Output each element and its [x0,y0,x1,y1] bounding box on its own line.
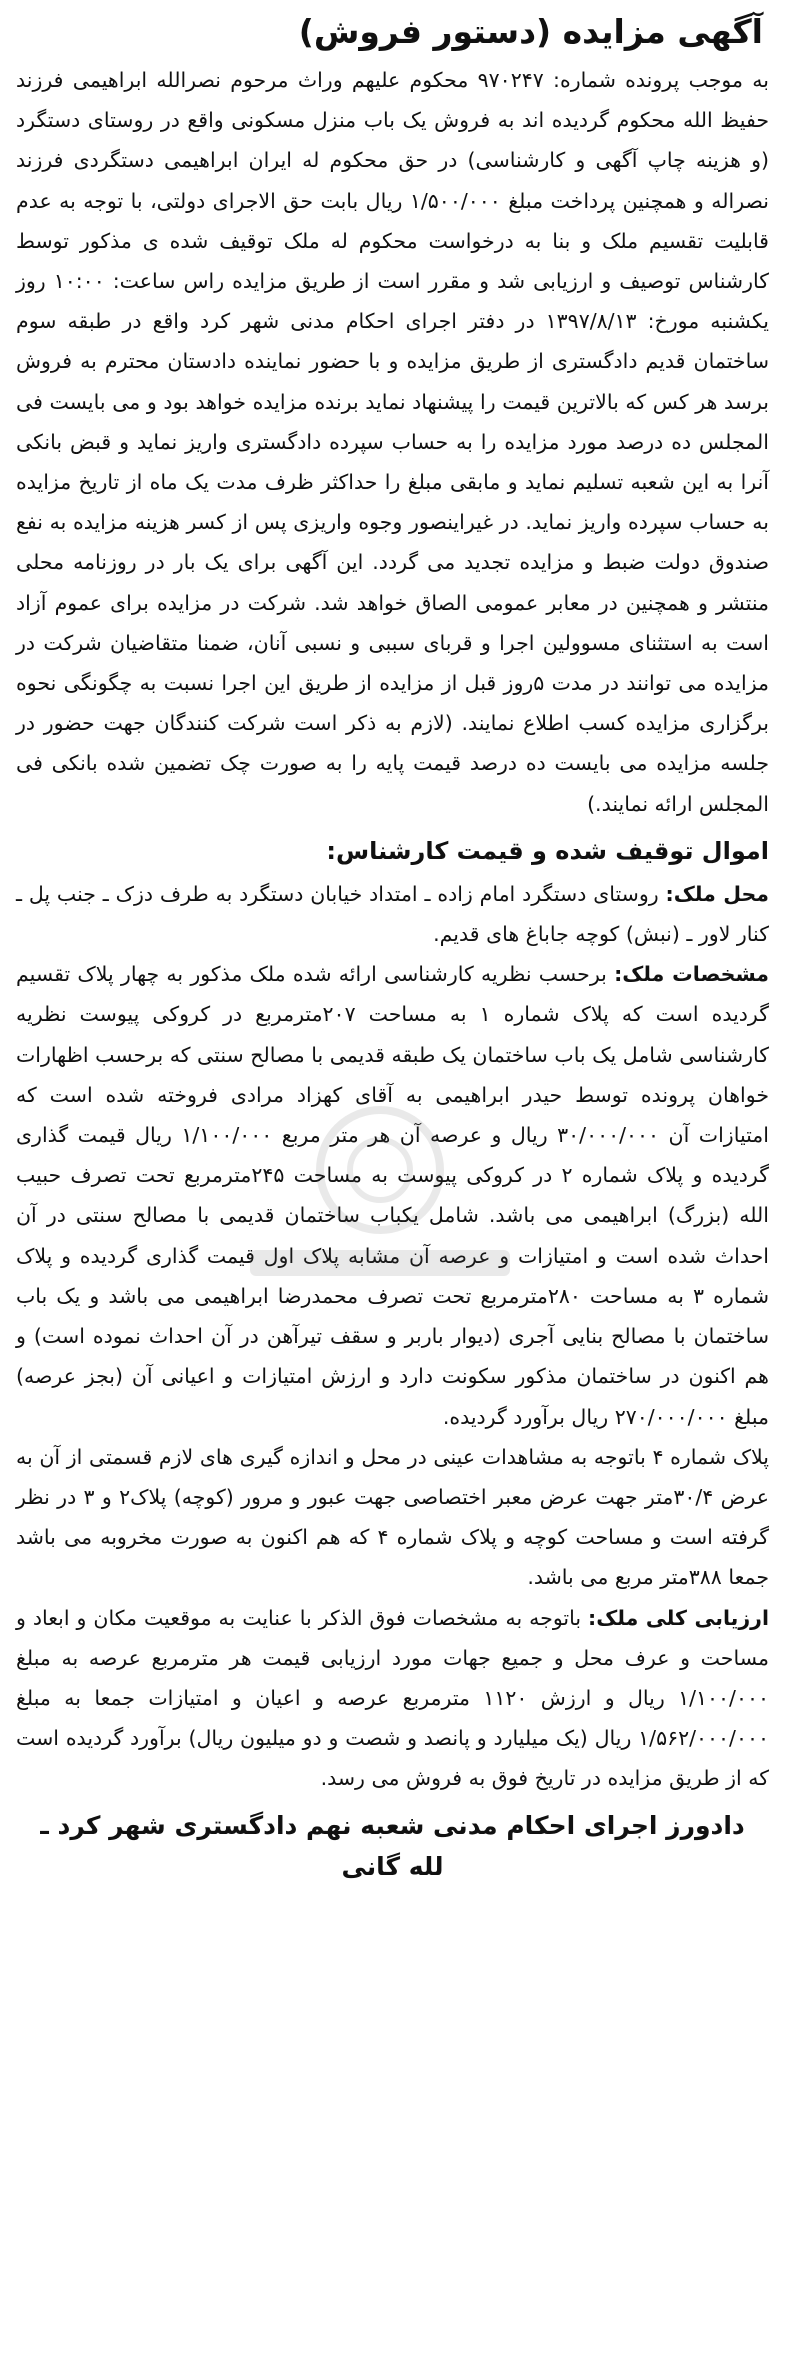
appraisal-text: باتوجه به مشخصات فوق الذکر با عنایت به موقعیت مکان و ابعاد و مساحت و عرف محل و جمیع جهات مورد ارزیابی قیمت هر مترمربع عرصه به مبلغ ۱/۱۰۰/۰۰۰ ریال و ارزش ۱۱۲۰ مترمربع عرصه و اعیان و امتیازات جمعا به مبلغ ۱/۵۶۲/۰۰۰/۰۰۰ ریال (یک میلیارد و پانصد و شصت و دو میلیون ریال) برآورد گردیده است که از طریق مزایده در تاریخ فوق به فروش می رسد. [16,1605,769,1791]
signature-line-1: دادورز اجرای احکام مدنی شعبه نهم دادگستری شهر کرد ـ [40,1810,745,1840]
specs-lead: مشخصات ملک: [614,962,769,987]
specs-text: برحسب نظریه کارشناسی ارائه شده ملک مذکور به چهار پلاک تقسیم گردیده است که پلاک شماره ۱ به مساحت ۲۰۷مترمربع در کروکی پیوست نظریه کارشناسی شامل یک باب ساختمان یک طبقه قدیمی با مصالح سنتی که برحسب اظهارات خواهان پرونده توسط حیدر ابراهیمی به آقای کهزاد مرادی فروخته شده است که امتیازات آن ۳۰/۰۰۰/۰۰۰ ریال و عرصه آن هر متر مربع ۱/۱۰۰/۰۰۰ ریال قیمت گذاری گردیده و پلاک شماره ۲ در کروکی پیوست به مساحت ۲۴۵مترمربع تحت تصرف حبیب الله (بزرگ) ابراهیمی می باشد. شامل یکباب ساختمان قدیمی با مصالح سنتی در آن احداث شده است و امتیازات و عرصه آن مشابه پلاک اول قیمت گذاری گردیده و پلاک شماره ۳ به مساحت ۲۸۰مترمربع تحت تصرف محمدرضا ابراهیمی می باشد و یک باب ساختمان با مصالح بنایی آجری (دیوار باربر و سقف تیرآهن در آن احداث نموده است) و هم اکنون در ساختمان مذکور سکونت دارد و ارزش امتیازات و اعیانی آن (بجز عرصه) مبلغ ۲۷۰/۰۰۰/۰۰۰ ریال برآورد گردیده. [16,962,769,1429]
appraisal-lead: ارزیابی کلی ملک: [588,1605,769,1630]
location-lead: محل ملک: [665,881,769,906]
notice-title: آگهی مزایده (دستور فروش) [298,12,763,51]
appraisal-paragraph [16,1598,769,1799]
section-heading: اموال توقیف شده و قیمت کارشناس: [326,836,769,865]
location-paragraph [16,874,769,954]
location-text: روستای دستگرد امام زاده ـ امتداد خیابان دستگرد به طرف دزک ـ جنب پل ـ کنار لاور ـ (نبش) کوچه جاباغ های قدیم. [16,881,769,947]
signature-line-2: لله گانی [341,1851,444,1881]
plot4-paragraph: پلاک شماره ۴ باتوجه به مشاهدات عینی در محل و اندازه گیری های لازم قسمتی از آن به عرض ۳۰/۴متر جهت عرض معبر اختصاصی جهت عبور و مرور (کوچه) پلاک۲ و ۳ در نظر گرفته است و مساحت کوچه و پلاک شماره ۴ که هم اکنون به صورت مخروبه می باشد جمعا ۳۸۸متر مربع می باشد. [16,1444,769,1590]
notice-body-paragraph: به موجب پرونده شماره: ۹۷۰۲۴۷ محکوم علیهم وراث مرحوم نصرالله ابراهیمی فرزند حفیظ الله محکوم گردیده اند به فروش یک باب منزل مسکونی واقع در روستای دستگرد (و هزینه چاپ آگهی و کارشناسی) در حق محکوم له ایران ابراهیمی دستگردی فرزند نصراله و همچنین پرداخت مبلغ ۱/۵۰۰/۰۰۰ ریال بابت حق الاجرای دولتی، با توجه به عدم قابلیت تقسیم ملک و بنا به درخواست محکوم له ملک توقیف شده ی مذکور توسط کارشناس توصیف و ارزیابی شد و مقرر است از طریق مزایده راس ساعت: ۱۰:۰۰ روز یکشنبه مورخ: ۱۳۹۷/۸/۱۳ در دفتر اجرای احکام مدنی شهر کرد واقع در طبقه سوم ساختمان قدیم دادگستری از طریق مزایده و با حضور نماینده دادستان محترم به فروش برسد هر کس که بالاترین قیمت را پیشنهاد نماید برنده مزایده خواهد بود و می بایست فی المجلس ده درصد مورد مزایده را به حساب سپرده دادگستری واریز نماید و قبض بانکی آنرا به این شعبه تسلیم نماید و مابقی مبلغ را حداکثر ظرف مدت یک ماه از تاریخ مزایده به حساب سپرده واریز نماید. در غیراینصور وجوه واریزی پس از کسر هزینه مزایده به نفع صندوق دولت ضبط و مزایده تجدید می گردد. این آگهی برای یک بار در روزنامه محلی منتشر و همچنین در معابر عمومی الصاق خواهد شد. شرکت در مزایده برای عموم آزاد است به استثنای مسوولین اجرا و قربای سببی و نسبی آنان، ضمنا متقاضیان شرکت در مزایده می توانند در مدت ۵روز قبل از مزایده از طریق این اجرا نسبت به چگونگی نحوه برگزاری مزایده کسب اطلاع نمایند. (لازم به ذکر است شرکت کنندگان جهت حضور در جلسه مزایده می بایست ده درصد قیمت پایه را به صورت چک تضمین شده بانکی فی المجلس ارائه نمایند.) [16,68,769,816]
specs-paragraph [16,954,769,1436]
